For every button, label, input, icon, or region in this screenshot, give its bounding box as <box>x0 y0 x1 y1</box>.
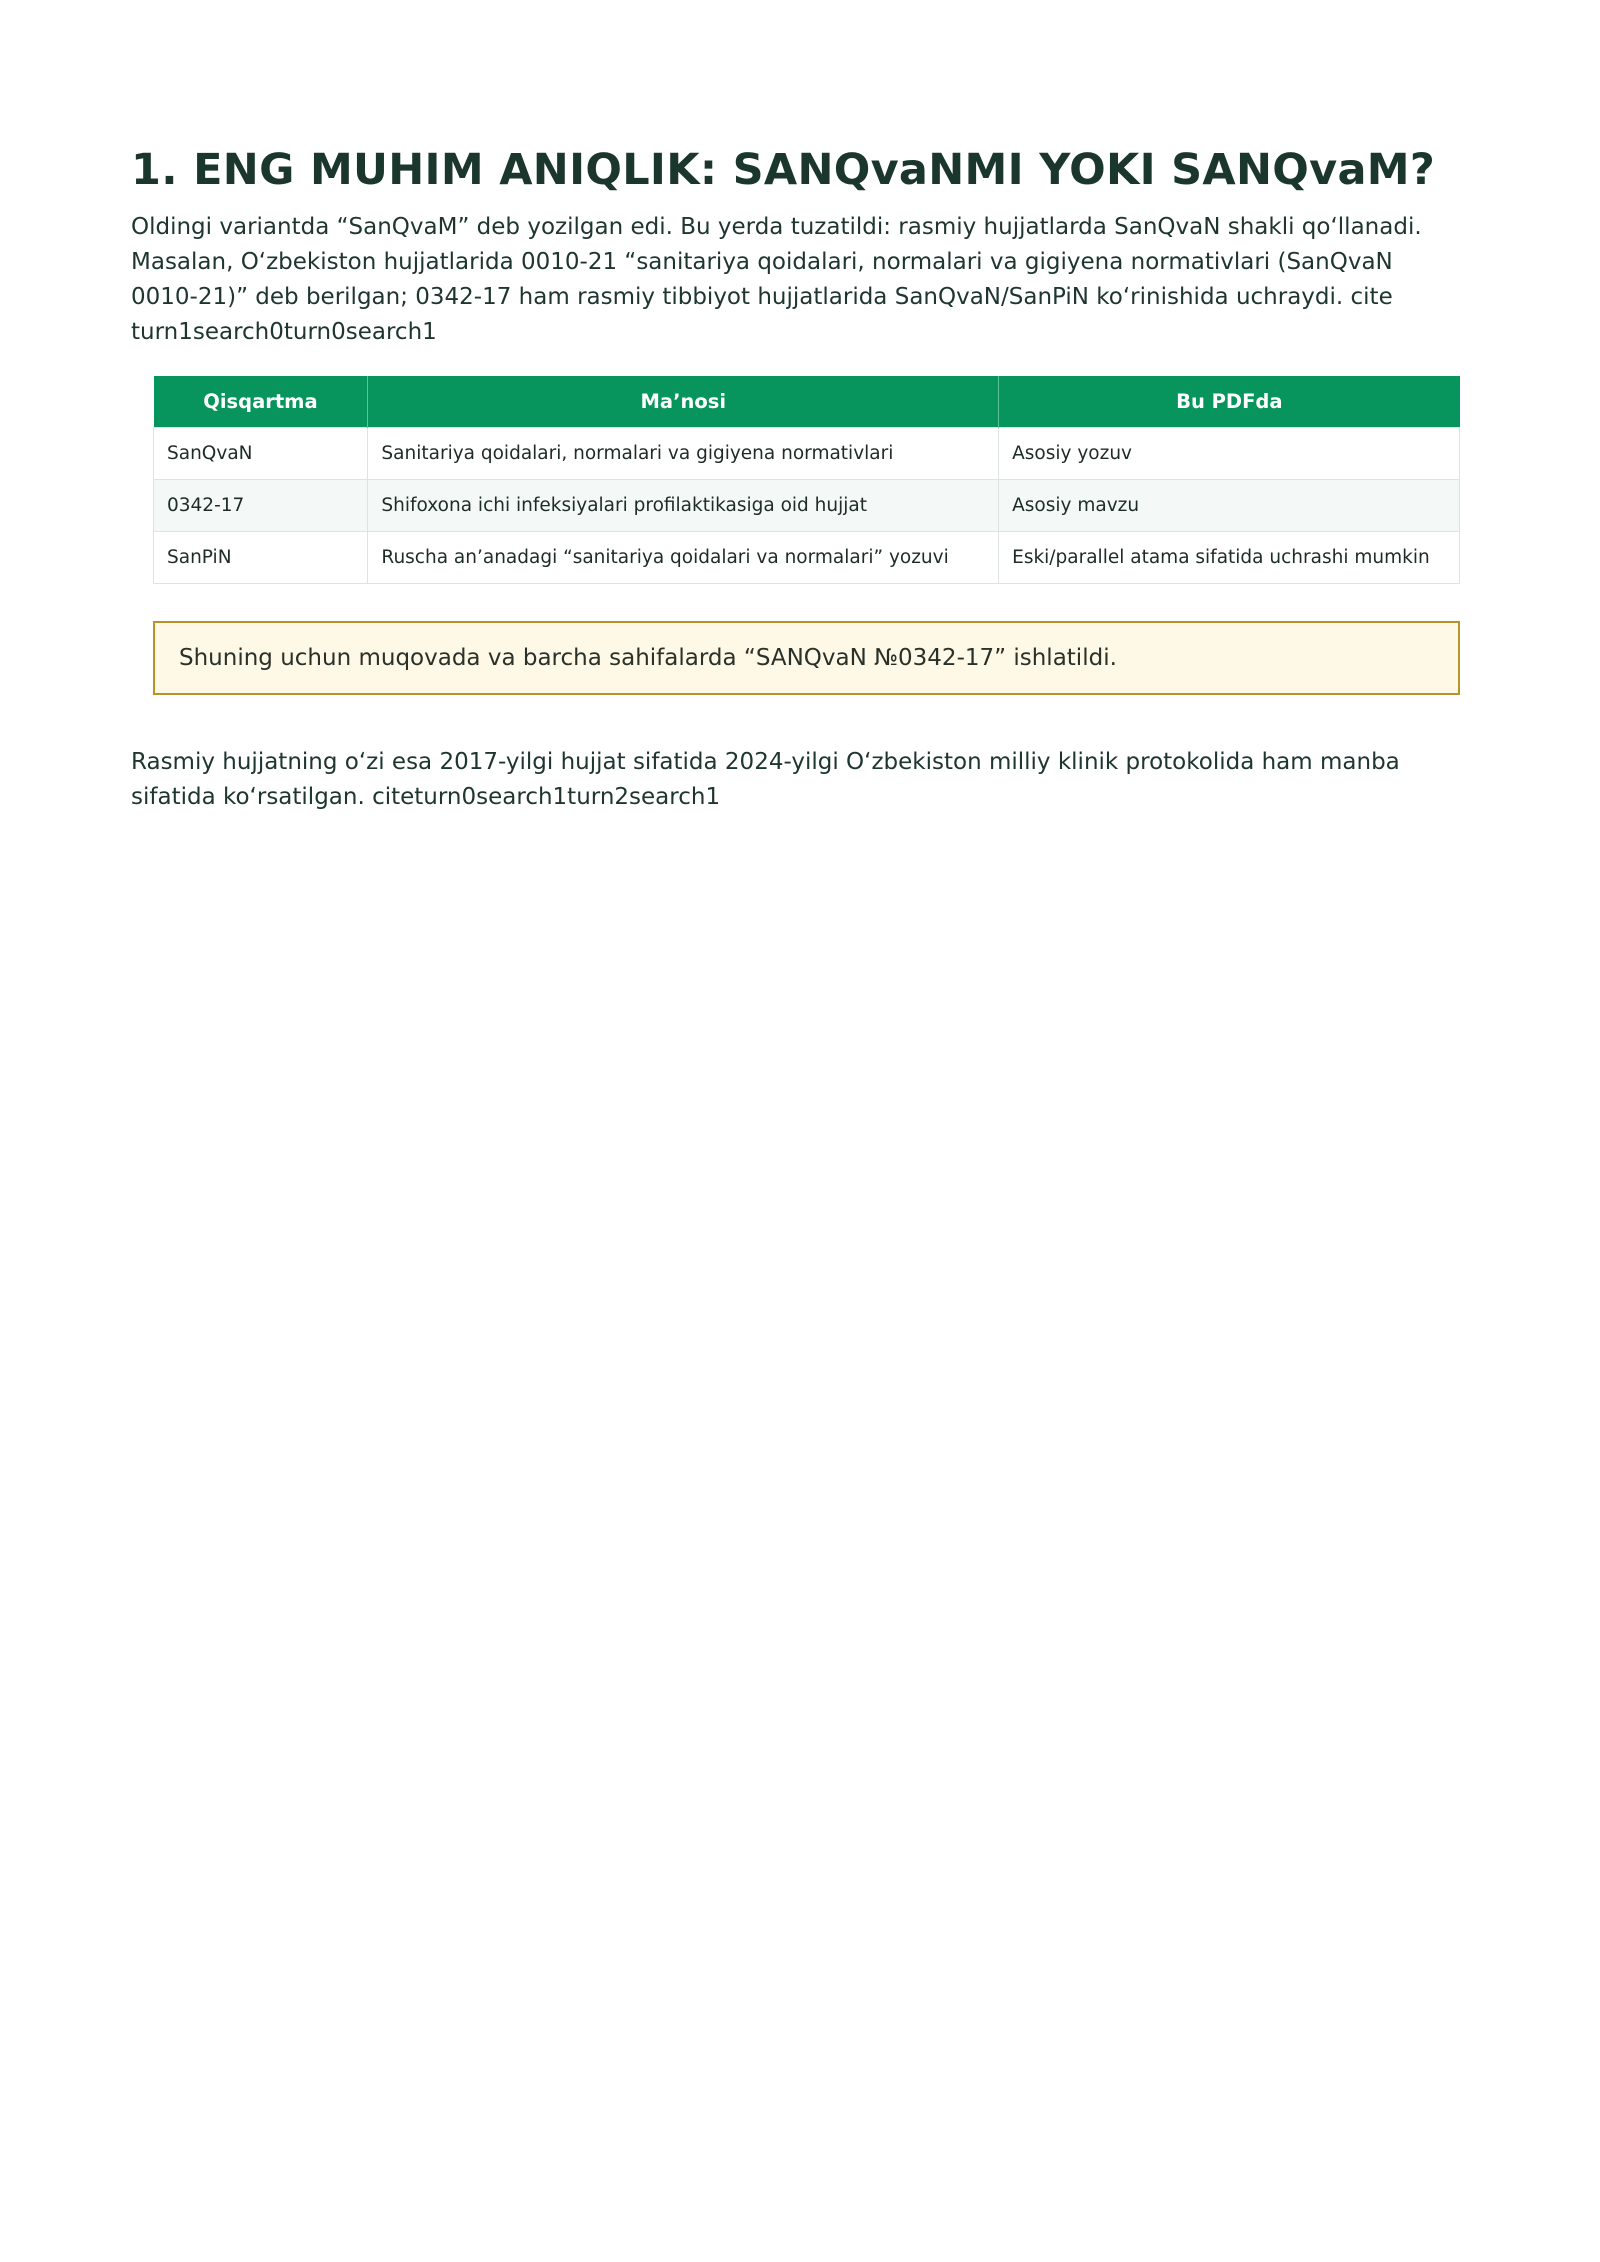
column-header-in-pdf: Bu PDFda <box>999 376 1460 428</box>
cell-in-pdf: Eski/parallel atama sifatida uchrashi mumkin <box>999 532 1460 584</box>
callout-text: Shuning uchun muqovada va barcha sahifalarda “SANQvaN №0342-17” ishlatildi. <box>179 645 1117 671</box>
cell-meaning: Shifoxona ichi infeksiyalari profilaktikasiga oid hujjat <box>368 480 999 532</box>
closing-paragraph: Rasmiy hujjatning oʻzi esa 2017-yilgi hujjat sifatida 2024-yilgi Oʻzbekiston milliy klinik protokolida ham manba sifatida koʻrsatilgan. cite​turn0search1​turn2search1 <box>131 749 1400 810</box>
table-header-row <box>154 376 1460 428</box>
cell-abbreviation: 0342-17 <box>154 480 368 532</box>
table-row <box>154 480 1460 532</box>
cell-in-pdf: Asosiy mavzu <box>999 480 1460 532</box>
table-row <box>154 532 1460 584</box>
table-row <box>154 428 1460 480</box>
intro-paragraph: Oldingi variantda “SanQvaM” deb yozilgan edi. Bu yerda tuzatildi: rasmiy hujjatlarda SanQvaN shakli qoʻllanadi. Masalan, Oʻzbekiston hujjatlarida 0010-21 “sanitariya qoidalari, normalari va gigiyena normativlari (SanQvaN 0010-21)” deb berilgan; 0342-17 ham rasmiy tibbiyot hujjatlarida SanQvaN/SanPiN koʻrinishida uchraydi. cite​turn1search0​turn0search1 <box>131 214 1422 345</box>
column-header-meaning: Ma’nosi <box>368 376 999 428</box>
column-header-abbreviation: Qisqartma <box>154 376 368 428</box>
cell-abbreviation: SanQvaN <box>154 428 368 480</box>
cell-in-pdf: Asosiy yozuv <box>999 428 1460 480</box>
abbreviation-table <box>153 376 1460 584</box>
cell-meaning: Sanitariya qoidalari, normalari va gigiyena normativlari <box>368 428 999 480</box>
section-heading: 1. ENG MUHIM ANIQLIK: SANQvaNMI YOKI SANQvaM? <box>131 145 1436 195</box>
document-page <box>131 140 1461 810</box>
callout-box <box>153 621 1460 695</box>
cell-meaning: Ruscha an’anadagi “sanitariya qoidalari va normalari” yozuvi <box>368 532 999 584</box>
cell-abbreviation: SanPiN <box>154 532 368 584</box>
